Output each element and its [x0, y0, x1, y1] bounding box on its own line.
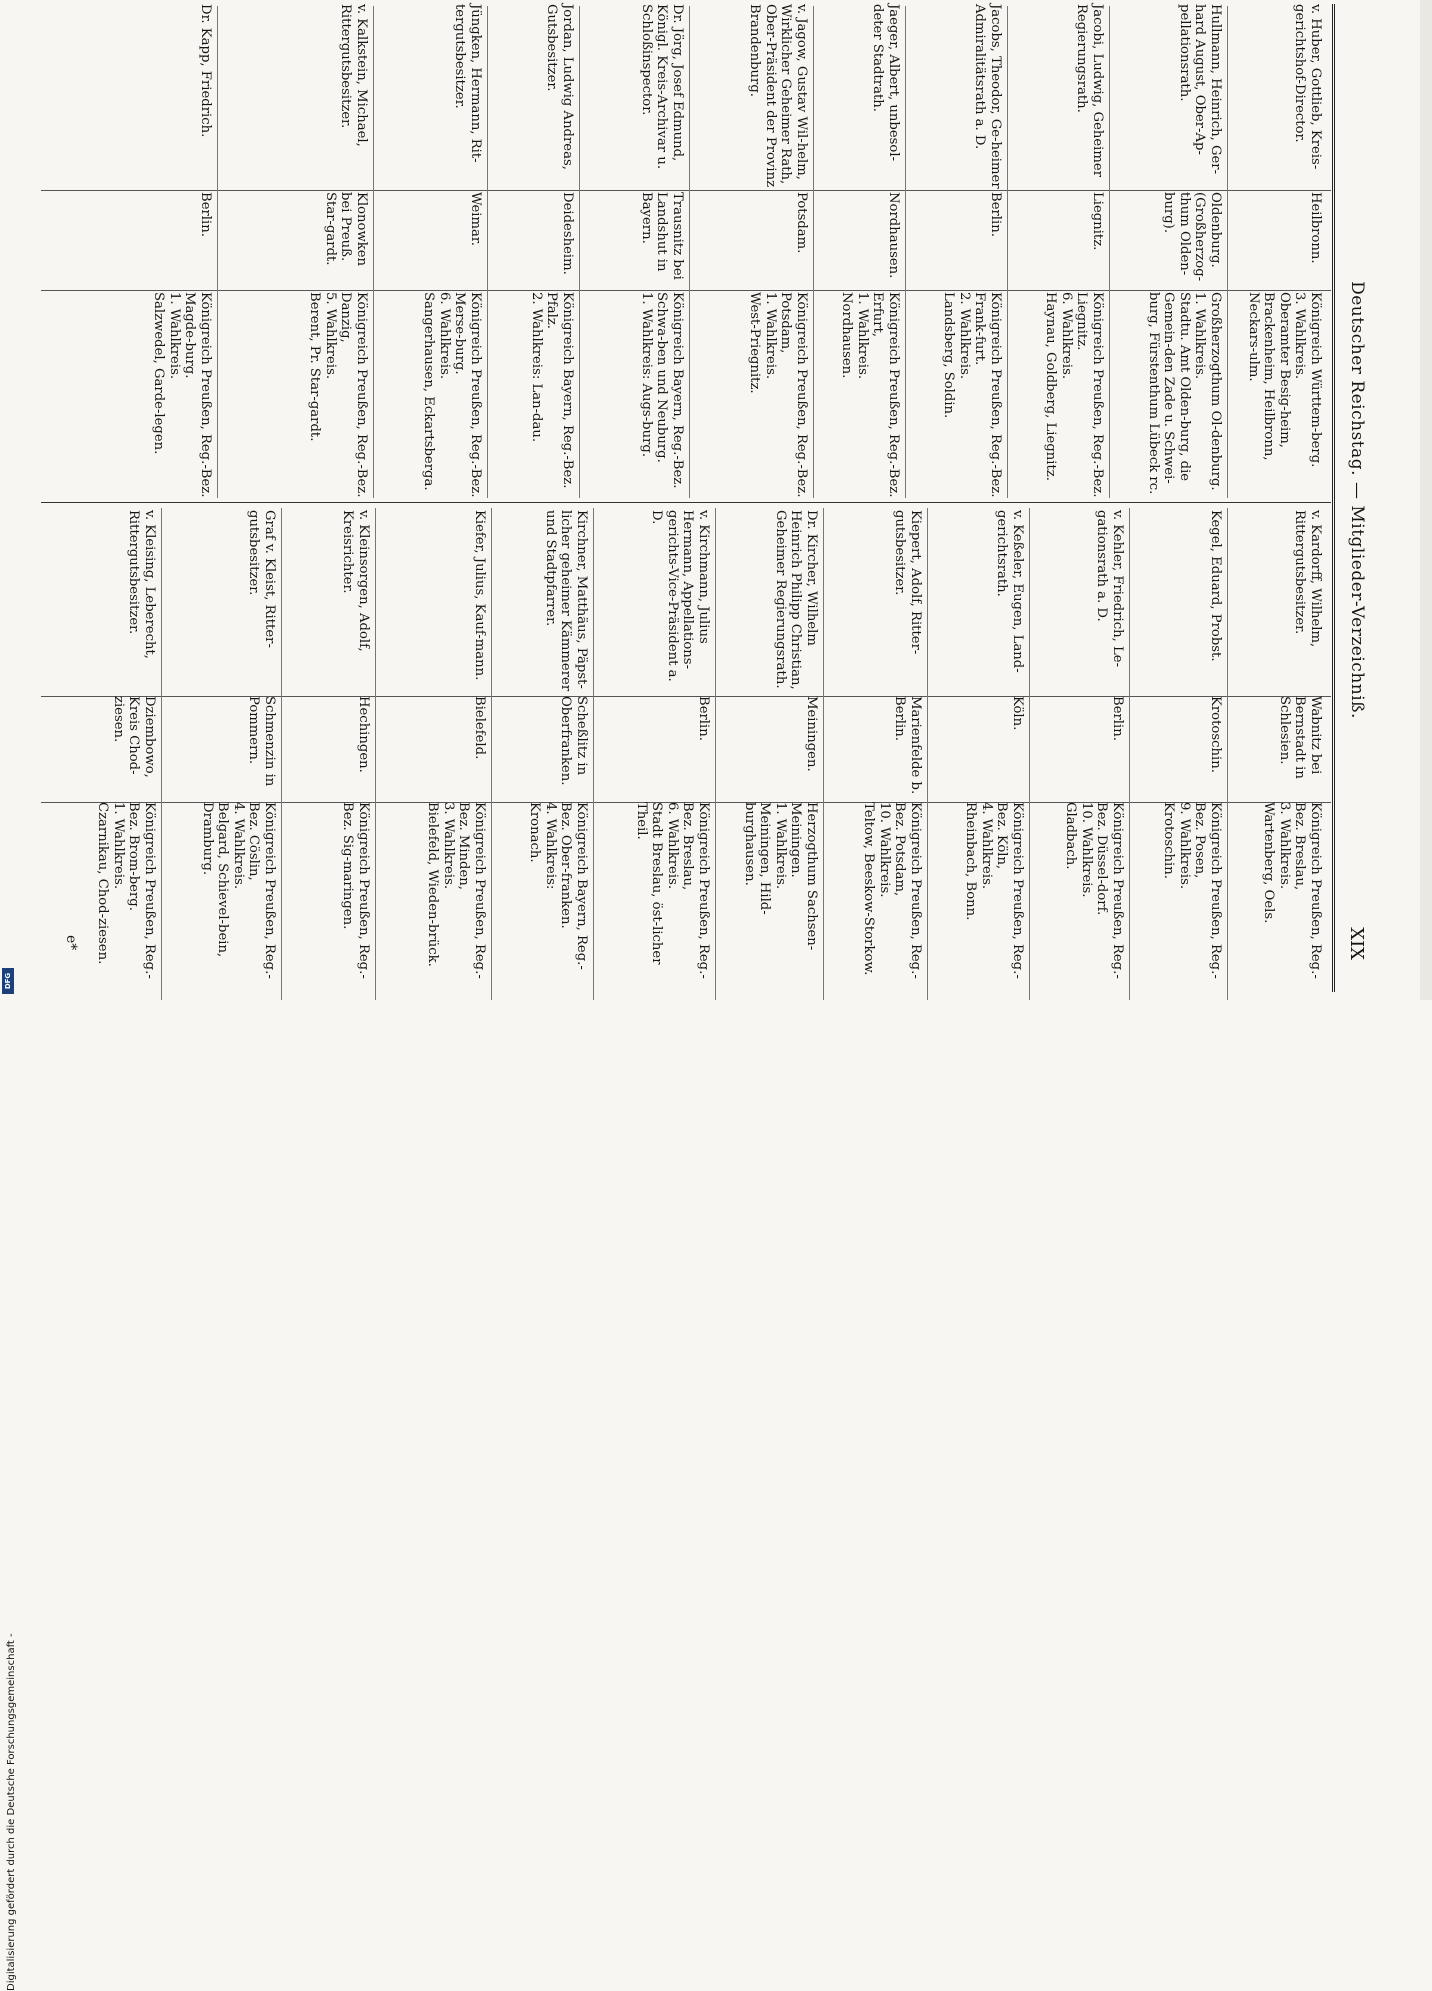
member-residence: Bielefeld. — [472, 696, 487, 760]
member-name: Jacobi, Ludwig, Geheimer Regierungsrath. — [1074, 4, 1105, 178]
member-constituency: Königreich Bayern, Reg.-Bez. Ober-franken. 4. Wahlkreis: Kronach. — [527, 802, 589, 970]
left-district-divider — [41, 290, 1331, 291]
member-constituency: Königreich Preußen, Reg.-Bez. Düssel-dorf. 10. Wahlkreis. Gladbach. — [1063, 802, 1125, 979]
row-separator — [375, 508, 376, 1000]
member-residence: Schmenzin in Pommern. — [246, 696, 277, 787]
member-name: Dr. Jörg, Josef Edmund, Königl. Kreis-Archivar u. Schloßinspector. — [639, 4, 685, 170]
left-place-divider — [41, 190, 1331, 191]
member-name: Kirchner, Matthäus, Päpst-licher geheimer Kämmerer und Stadtpfarrer. — [543, 510, 589, 692]
member-name: Jacobs, Theodor, Ge-heimer Admiralitätsrath a. D. — [972, 4, 1003, 189]
member-name: Dr. Kapp, Friedrich. — [198, 4, 213, 138]
member-residence: Marienfelde b. Berlin. — [892, 696, 923, 795]
member-name: v. Kleinsorgen, Adolf, Kreisrichter. — [340, 510, 371, 652]
row-separator — [689, 6, 690, 498]
rotated-page-content — [35, 0, 1375, 1000]
member-name: Jüngken, Hermann, Rit-tergutsbesitzer. — [452, 4, 483, 163]
member-residence: Weimar. — [468, 192, 483, 246]
member-name: Dr. Kircher, Wilhelm Heinrich Philipp Christian, Geheimer Regierungsrath. — [773, 510, 819, 690]
row-separator — [1109, 6, 1110, 498]
dfg-logo — [2, 968, 14, 994]
member-residence: Meiningen. — [804, 696, 819, 772]
member-residence: Berlin. — [696, 696, 711, 741]
row-separator — [1227, 6, 1228, 498]
row-separator — [1029, 508, 1030, 1000]
member-residence: Berlin. — [198, 192, 213, 237]
member-constituency: Königreich Preußen, Reg.-Bez. Erfurt, 1. Wahlkreis. Nordhausen. — [839, 292, 901, 498]
member-residence: Potsdam. — [794, 192, 809, 254]
member-residence: Köln. — [1010, 696, 1025, 731]
row-separator — [373, 6, 374, 498]
member-residence: Heilbronn. — [1308, 192, 1323, 264]
member-residence: Nordhausen. — [886, 192, 901, 279]
member-name: v. Keßeler, Eugen, Land-gerichtsrath. — [994, 510, 1025, 673]
member-residence: Oldenburg. (Großherzog-thum Olden-burg). — [1161, 192, 1223, 282]
row-separator — [161, 508, 162, 1000]
member-constituency: Königreich Bayern, Reg.-Bez. Pfalz. 2. Wahlkreis: Lan-dau. — [529, 292, 575, 489]
member-constituency: Königreich Preußen, Reg.-Bez. Merse-burg. 6. Wahlkreis. Sangerhausen, Eckartsberga. — [421, 292, 483, 498]
member-constituency: Königreich Preußen, Reg.-Bez. Köln, 4. Wahlkreis. Rheinbach, Bonn. — [963, 802, 1025, 979]
row-separator — [579, 6, 580, 498]
page-number: XIX — [1346, 927, 1367, 960]
member-residence: Klonowken bei Preuß. Star-gardt. — [323, 192, 369, 267]
member-residence: Wabnitz bei Bernstadt in Schlesien. — [1277, 696, 1323, 779]
member-residence: Scheßlitz in Oberfranken. — [558, 696, 589, 786]
row-separator — [217, 6, 218, 498]
member-constituency: Herzogthum Sachsen-Meiningen. 1. Wahlkreis. Meiningen, Hild-burghausen. — [742, 802, 819, 951]
member-name: Graf v. Kleist, Ritter-gutsbesitzer. — [246, 510, 277, 648]
row-separator — [1007, 6, 1008, 498]
member-constituency: Königreich Preußen, Reg.-Bez. Breslau, 3. Wahlkreis. Wartenberg, Oels. — [1261, 802, 1323, 979]
row-separator — [281, 508, 282, 1000]
dfg-logo-text: DFG — [4, 972, 12, 990]
member-name: v. Kleising, Leberecht, Rittergutsbesitzer. — [126, 510, 157, 659]
member-name: Hullmann, Heinrich, Ger-hard August, Ober-Ap-pellationsrath. — [1177, 4, 1223, 175]
member-name: v. Kardorff, Wilhelm, Rittergutsbesitzer. — [1292, 510, 1323, 648]
row-separator — [905, 6, 906, 498]
member-name: Jordan, Ludwig Andreas, Gutsbesitzer. — [544, 4, 575, 170]
member-constituency: Königreich Preußen, Reg.-Bez. Frank-furt. 2. Wahlkreis. Landsberg, Soldin. — [941, 292, 1003, 498]
member-residence: Hechingen. — [356, 696, 371, 773]
member-constituency: Königreich Preußen, Reg.-Bez. Magde-burg. 1. Wahlkreis. Salzwedel, Garde-legen. — [151, 292, 213, 498]
member-residence: Berlin. — [1110, 696, 1125, 741]
member-constituency: Königreich Preußen, Reg.-Bez. Breslau, 6. Wahlkreis. Stadt Breslau, öst-licher Theil. — [634, 802, 711, 979]
row-separator — [927, 508, 928, 1000]
member-residence: Trausnitz bei Landshut in Bayern. — [639, 192, 685, 280]
member-constituency: Königreich Württem-berg. 3. Wahlkreis. Oberamter Besig-heim, Brackenheim, Heilbronn, Neckars-ulm. — [1246, 292, 1323, 468]
member-name: Kegel, Eduard, Probst. — [1208, 510, 1223, 662]
member-constituency: Königreich Preußen, Reg.-Bez. Minden, 3. Wahlkreis. Bielefeld, Wieden-brück. — [425, 802, 487, 979]
header-rule — [1332, 4, 1335, 992]
member-constituency: Königreich Preußen, Reg.-Bez. Potsdam, 1. Wahlkreis. West-Priegnitz. — [747, 292, 809, 498]
member-constituency: Großherzogthum Ol-denburg. 1. Wahlkreis. Stadtu. Amt Olden-burg, die Gemein-den Zade u. Schwei-burg, Fürstenthum Lübeck rc. — [1146, 292, 1223, 495]
member-name: v. Kirchmann, Julius Hermann, Appellations-gerichts-Vice-Präsident a. D. — [649, 510, 711, 682]
member-constituency: Königreich Preußen, Reg.-Bez. Brom-berg. 1. Wahlkreis. Czarnikau, Chod-ziesen. — [95, 802, 157, 979]
member-name: Jaeger, Albert, unbesol-deter Stadtrath. — [870, 4, 901, 162]
row-separator — [491, 508, 492, 1000]
column-divider — [41, 502, 1331, 503]
member-constituency: Königreich Preußen, Reg.-Bez. Sig-maringen. — [340, 802, 371, 979]
right-place-divider — [41, 696, 1331, 697]
member-residence: Deidesheim. — [560, 192, 575, 275]
row-separator — [1129, 508, 1130, 1000]
member-constituency: Königreich Preußen, Reg.-Bez. Danzig, 5. Wahlkreis. Berent, Pr. Star-gardt. — [307, 292, 369, 498]
row-separator — [813, 6, 814, 498]
member-constituency: Königreich Preußen, Reg.-Bez. Liegnitz. 6. Wahlkreis. Haynau, Goldberg, Liegnitz. — [1043, 292, 1105, 498]
member-name: v. Huber, Gottlieb, Kreis-gerichtshof-Director. — [1292, 4, 1323, 170]
member-constituency: Königreich Preußen, Reg.-Bez. Posen, 9. Wahlkreis. Krotoschin. — [1161, 802, 1223, 979]
row-separator — [823, 508, 824, 1000]
member-residence: Krotoschin. — [1208, 696, 1223, 773]
page-title: Deutscher Reichstag. — Mitglieder-Verzeichniß. — [1347, 281, 1367, 719]
member-residence: Liegnitz. — [1090, 192, 1105, 251]
running-header — [1339, 0, 1367, 1000]
row-separator — [593, 508, 594, 1000]
member-residence: Berlin. — [988, 192, 1003, 237]
member-name: Kiefer, Julius, Kauf-mann. — [472, 510, 487, 681]
member-name: v. Kalkstein, Michael, Rittergutsbesitzer. — [338, 4, 369, 147]
member-name: v. Jagow, Gustav Wil-helm, Wirklicher Geheimer Rath, Ober-Präsident der Provinz Brandenburg. — [747, 4, 809, 188]
member-name: Kiepert, Adolf, Ritter-gutsbesitzer. — [892, 510, 923, 655]
row-separator — [487, 6, 488, 498]
member-residence: Dziembowo, Kreis Chod-ziesen. — [111, 696, 157, 778]
member-constituency: Königreich Preußen, Reg.-Bez. Potsdam, 10. Wahlkreis. Teltow, Beeskow-Storkow. — [861, 802, 923, 979]
signature-mark: e* — [63, 935, 79, 951]
member-constituency: Königreich Preußen, Reg.-Bez. Cöslin, 4. Wahlkreis. Belgard, Schievel-bein, Dramburg. — [200, 802, 277, 979]
digitization-credit: Digitalisierung gefördert durch die Deutsche Forschungsgemeinschaft - — [6, 1633, 17, 1991]
member-constituency: Königreich Bayern, Reg.-Bez. Schwa-ben und Neuburg. 1. Wahlkreis: Augs-burg. — [639, 292, 685, 489]
member-name: v. Kehler, Friedrich, Le-gationsrath a. D. — [1094, 510, 1125, 668]
row-separator — [1227, 508, 1228, 1000]
page-edge — [1420, 0, 1432, 1000]
row-separator — [715, 508, 716, 1000]
